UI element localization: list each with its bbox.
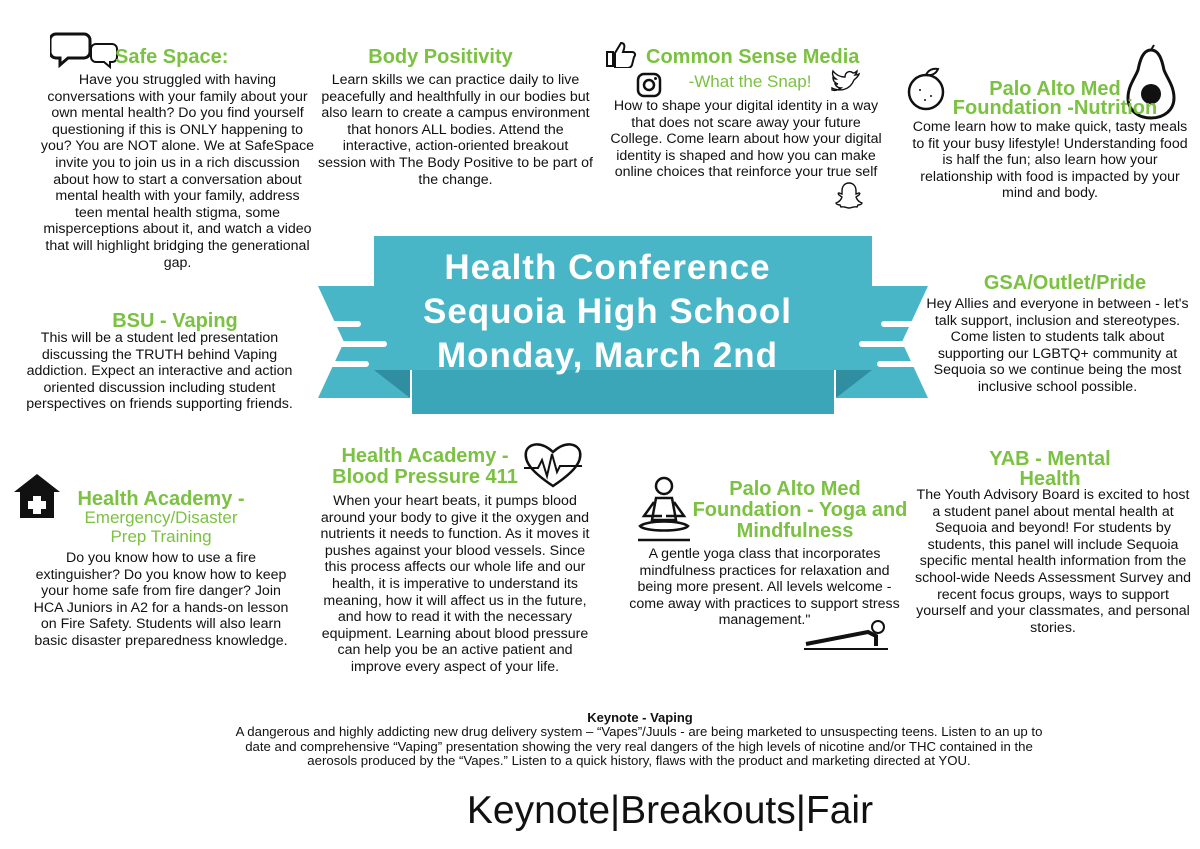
body-positivity-body: Learn skills we can practice daily to live peacefully and healthfully in our bodies but also learn to create a campus environment that honors ALL bodies. Attend the interactive, action-oriented breakout session with The Body Positive to be part of the change.: [318, 72, 593, 188]
blood-pressure-title-line-2: Blood Pressure 411: [332, 466, 518, 488]
blood-pressure-body: When your heart beats, it pumps blood around your body to give it the oxygen and nutrients it needs to function. As it moves it pushes against your blood vessels. Since this process affects our whole life and our health, it is imperative to understand its meaning, how it will affect us in the future, and how to read it with the necessary equipment. Learning about blood pressure can help you be an active patient and improve every aspect of your life.: [320, 493, 590, 675]
speech-bubbles-icon: [50, 30, 122, 70]
yab-body: The Youth Advisory Board is excited to host a student panel about mental health at Sequoia and beyond! For students by students, this panel will include Sequoia specific mental health information from the school-wide Needs Assessment Survey and recent focus groups, ways to support yourself and your classmates, and personal stories.: [914, 487, 1191, 636]
footer-tagline: Keynote|Breakouts|Fair: [466, 789, 874, 832]
hca-emergency-title: Health Academy -: [77, 488, 245, 510]
bsu-vaping-body: This will be a student led presentation discussing the TRUTH behind Vaping addiction. Expect an interactive and action oriented discussion including student perspectives on friends supporting friends.: [26, 330, 293, 413]
hca-emergency-subtitle-line-1: Emergency/Disaster: [84, 508, 238, 527]
common-sense-subtitle: -What the Snap!: [688, 72, 812, 91]
yoga-body: A gentle yoga class that incorporates mindfulness practices for relaxation and being more present. All levels welcome - come away with practices to support stress management.": [629, 546, 900, 629]
banner-title-line-1: Health Conference: [444, 248, 771, 287]
nutrition-body: Come learn how to make quick, tasty meals to fit your busy lifestyle! Understanding food is half the fun; also learn how your relationship with food is impacted by your mind and body.: [912, 119, 1188, 202]
heartbeat-icon: [522, 440, 584, 490]
nutrition-title-line-2: Foundation -Nutrition: [952, 97, 1158, 119]
yoga-title-line-1: Palo Alto Med: [729, 478, 861, 500]
yab-title-line-1: YAB - Mental: [989, 448, 1111, 470]
blood-pressure-title-line-1: Health Academy -: [341, 445, 509, 467]
common-sense-title: Common Sense Media: [646, 46, 860, 68]
meditation-icon: [634, 474, 694, 544]
bsu-vaping-title: BSU - Vaping: [112, 310, 238, 332]
yoga-title-line-2: Foundation - Yoga and: [692, 499, 908, 521]
safe-space-body: Have you struggled with having conversations with your family about your own mental health? Do you find yourself questioning if this is ONLY happening to you? You are NOT alone. We at SafeSpace invite you to join us in a rich discussion about how to start a conversation about mental health with your family, address teen mental health stigma, some misperceptions about it, and watch a video that will highlight bridging the generational gap.: [40, 72, 315, 271]
snapchat-ghost-icon: [834, 180, 864, 210]
gsa-body: Hey Allies and everyone in between - let's talk support, inclusion and stereotypes. Come listen to students talk about supporting our LGBTQ+ community at Sequoia so we continue being the most inclusive school possible.: [926, 296, 1189, 395]
hca-emergency-body: Do you know how to use a fire extinguisher? Do you know how to keep your home safe from fire danger? Join HCA Juniors in A2 for a hands-on lesson on Fire Safety. Students will also learn basic disaster preparedness knowledge.: [33, 550, 289, 649]
thumbs-up-icon: [604, 40, 638, 68]
keynote-title: Keynote - Vaping: [587, 710, 693, 725]
nutrition-title-line-1: Palo Alto Med: [989, 78, 1121, 100]
house-medical-icon: [12, 472, 62, 520]
body-positivity-title: Body Positivity: [368, 46, 513, 68]
yoga-title-line-3: Mindfulness: [736, 520, 854, 542]
banner-title-line-3: Monday, March 2nd: [436, 336, 779, 375]
yab-title-line-2: Health: [1019, 468, 1081, 490]
keynote-body: A dangerous and highly addicting new drug delivery system – “Vapes”/Juuls - are being marketed to unsuspecting teens. Listen to an up to date and comprehensive “Vaping” presentation showing the very real dangers of the high levels of nicotine and/or THC contained in the aerosols produced by the “Vapes.” Listen to a quick history, flaws with the product and marketing directed at YOU.: [235, 724, 1043, 768]
banner-title-line-2: Sequoia High School: [422, 292, 793, 331]
gsa-title: GSA/Outlet/Pride: [983, 272, 1147, 294]
common-sense-body: How to shape your digital identity in a way that does not scare away your future College. Come learn about how your digital identity is shaped and how you can make online choices that reinforce your true self: [610, 98, 882, 181]
hca-emergency-subtitle-line-2: Prep Training: [110, 527, 212, 546]
safe-space-title: Safe Space:: [115, 46, 229, 68]
